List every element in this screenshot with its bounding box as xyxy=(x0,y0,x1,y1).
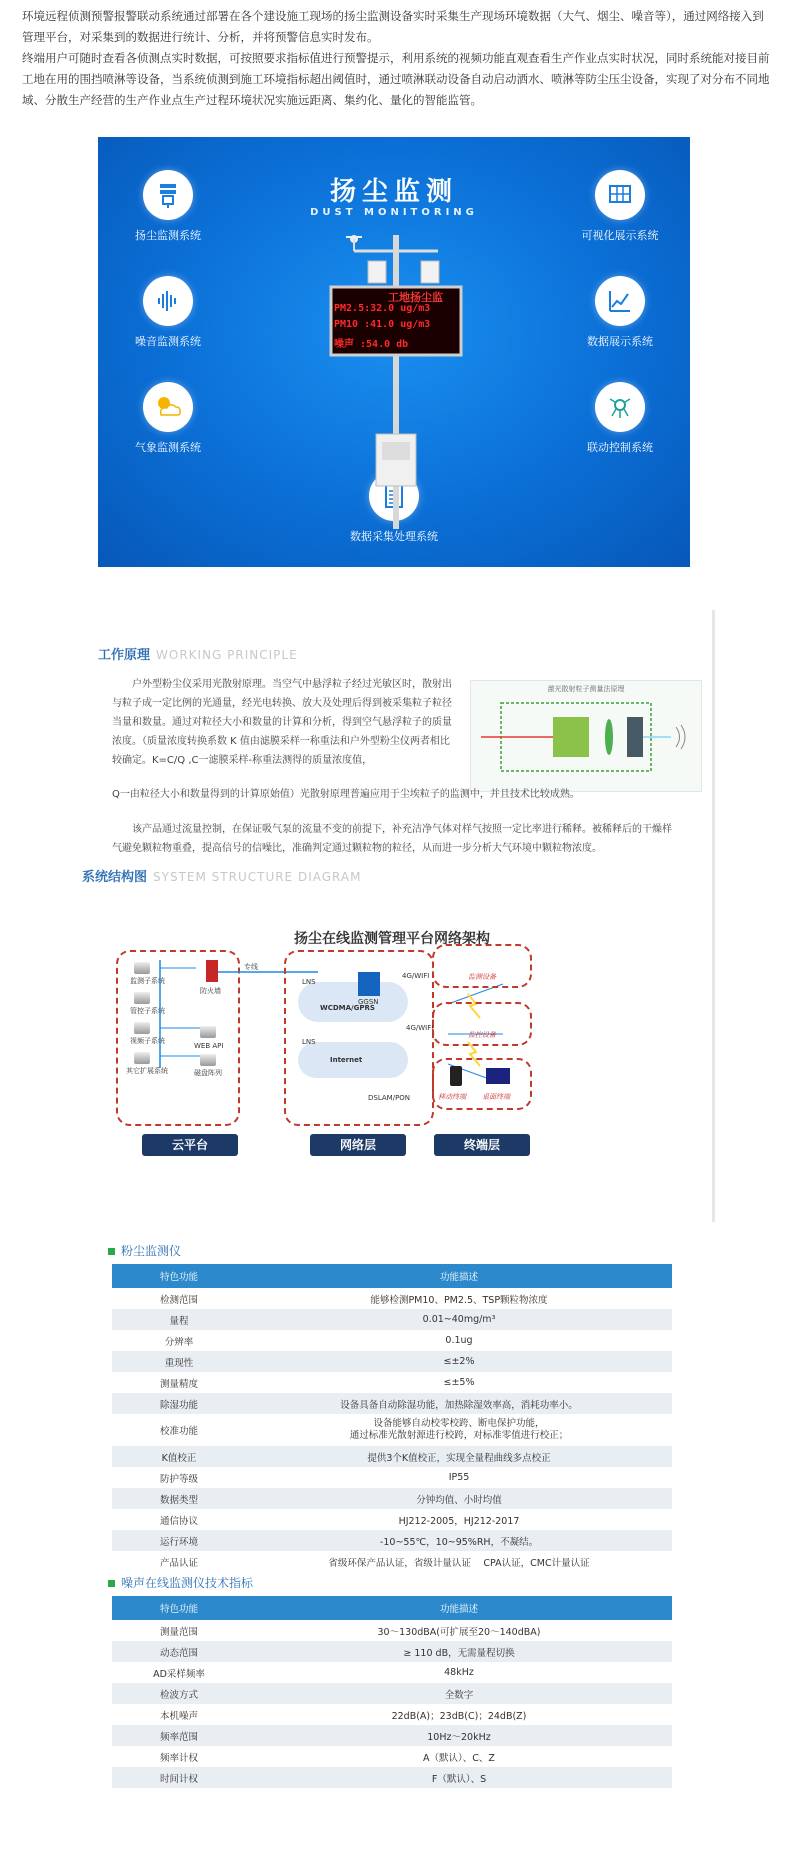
spec-value-cell: A（默认）、C、Z xyxy=(246,1746,672,1767)
spec-value-cell: 省级环保产品认证，省级计量认证 CPA认证，CMC计量认证 xyxy=(246,1551,672,1572)
spec-value-cell: 22dB(A)；23dB(C)；24dB(Z) xyxy=(246,1704,672,1725)
feature-data-display-label: 数据展示系统 xyxy=(587,335,653,348)
spec-value-cell: ≥ 110 dB，无需量程切换 xyxy=(246,1641,672,1662)
server-icon xyxy=(134,1022,150,1034)
spec-name-cell: AD采样频率 xyxy=(112,1662,246,1683)
net-item: Internet xyxy=(330,1056,363,1064)
working-principle-para-3: 该产品通过流量控制，在保证吸气泵的流量不变的前提下，补充洁净气体对样气按照一定比率进行稀释。被稀释后的干燥样气避免颗粒物重叠，提高信号的信噪比，准确判定通过颗粒物的粒径，从而进一步分析大气环境中颗粒物浓度。 xyxy=(112,824,672,854)
cloud-item: 监测子系统 xyxy=(130,977,165,985)
net-item: GGSN xyxy=(358,998,379,1006)
terminal-item: 移动终端 xyxy=(438,1093,466,1101)
network-hub-icon xyxy=(595,382,645,432)
spec-name-cell: 检测范围 xyxy=(112,1288,246,1309)
table-row xyxy=(112,1530,672,1551)
terminal-item: 监控设备 xyxy=(468,1031,496,1039)
table-row xyxy=(112,1662,672,1683)
spec-value-cell: 0.1ug xyxy=(246,1330,672,1351)
server-icon xyxy=(134,1052,150,1064)
cloud-item: 磁盘阵列 xyxy=(194,1069,222,1077)
system-structure-title-en: SYSTEM STRUCTURE DIAGRAM xyxy=(153,870,362,884)
table-row xyxy=(112,1351,672,1372)
spec-name-cell: 校准功能 xyxy=(112,1414,246,1446)
spec-name-cell: 本机噪声 xyxy=(112,1704,246,1725)
working-principle-para-1: 户外型粉尘仪采用光散射原理。当空气中悬浮粒子经过光敏区时，散射出与粒子成一定比例的光通量，经光电转换、放大及处理后得到被采集粒子粒径当量和数量。通过对粒径大小和数量的计算和分析，得到空气悬浮粒子的质量浓度。（质量浓度转换系数 K 值由滤膜采样一称重法和户外型粉尘仪两者相比较确定。K=C/Q ,C一滤膜采样-称重法测得的质量浓度值， xyxy=(112,679,452,766)
wcdma-cloud-icon xyxy=(298,982,408,1022)
section-bullet-icon xyxy=(108,1248,115,1255)
feature-processing-label: 数据采集处理系统 xyxy=(350,530,438,543)
dust-monitor-section-title xyxy=(108,1242,181,1259)
table-header-cell: 特色功能 xyxy=(112,1596,246,1620)
dust-monitor-spec-table xyxy=(112,1264,672,1572)
feature-data-display xyxy=(555,276,685,349)
table-row xyxy=(112,1551,672,1572)
table-header-row xyxy=(112,1264,672,1288)
table-row xyxy=(112,1393,672,1414)
terminal-item: 桌面终端 xyxy=(482,1093,510,1101)
spec-name-cell: 分辨率 xyxy=(112,1330,246,1351)
banner-subtitle: DUST MONITORING xyxy=(310,207,478,218)
section-bullet-icon xyxy=(108,1580,115,1587)
figure-caption: 激光散射粒子测量法原理 xyxy=(547,685,625,693)
intro-paragraph-1: 环境远程侦测预警报警联动系统通过部署在各个建设施工现场的扬尘监测设备实时采集生产现场环境数据（大气、烟尘、噪音等），通过网络接入到管理平台，对采集到的数据进行统计、分析，并将预警信息实时发布。 xyxy=(22,9,764,44)
feature-visual xyxy=(555,170,685,243)
spec-value-cell: 48kHz xyxy=(246,1662,672,1683)
brochure-panel xyxy=(72,610,712,1222)
table-row xyxy=(112,1509,672,1530)
cloud-item: 其它扩展系统 xyxy=(126,1067,168,1075)
table-row xyxy=(112,1704,672,1725)
banner-title: 扬尘监测 xyxy=(329,177,458,207)
noise-monitor-title-text: 噪声在线监测仪技术指标 xyxy=(121,1576,254,1590)
noise-monitor-spec-table xyxy=(112,1596,672,1788)
sensor-icon xyxy=(143,170,193,220)
line-chart-icon xyxy=(595,276,645,326)
working-principle-title: 工作原理 xyxy=(98,648,151,663)
spec-value-cell: ≤±2% xyxy=(246,1351,672,1372)
led-header: 工地扬尘监 xyxy=(388,291,443,304)
led-line-pm25: PM2.5:32.0 ug/m3 xyxy=(334,303,431,314)
feature-weather xyxy=(103,382,233,455)
spec-name-cell: 频率范围 xyxy=(112,1725,246,1746)
spec-name-cell: 数据类型 xyxy=(112,1488,246,1509)
spec-value-cell: 能够检测PM10、PM2.5、TSP颗粒物浓度 xyxy=(246,1288,672,1309)
spec-name-cell: 防护等级 xyxy=(112,1467,246,1488)
table-row xyxy=(112,1725,672,1746)
table-header-cell: 功能描述 xyxy=(246,1596,672,1620)
table-row xyxy=(112,1620,672,1641)
intro-text xyxy=(22,6,774,111)
table-row xyxy=(112,1288,672,1309)
spec-name-cell: 运行环境 xyxy=(112,1530,246,1551)
scattering-principle-figure xyxy=(470,680,702,792)
spec-name-cell: K值校正 xyxy=(112,1446,246,1467)
intro-paragraph-2: 终端用户可随时查看各侦测点实时数据，可按照要求指标值进行预警提示，利用系统的视频功能直观查看生产作业点实时状况，同时系统能对接目前工地在用的围挡喷淋等设备，当系统侦测到施工环境指标超出阈值时，通过喷淋联动设备自动启动洒水、喷淋等防尘压尘设备，实现了对分布不同地域、分散生产经营的生产作业点生产过程环境状况实施远距离、集约化、量化的智能监管。 xyxy=(22,51,770,107)
scattering-diagram xyxy=(471,681,701,791)
link-label: 4G/WIFI xyxy=(402,972,430,980)
table-row xyxy=(112,1372,672,1393)
weather-icon xyxy=(143,382,193,432)
spec-value-cell: 0.01~40mg/m³ xyxy=(246,1309,672,1330)
spec-name-cell: 重现性 xyxy=(112,1351,246,1372)
cloud-item: 视频子系统 xyxy=(130,1037,165,1045)
spec-name-cell: 产品认证 xyxy=(112,1551,246,1572)
spec-name-cell: 量程 xyxy=(112,1309,246,1330)
spec-value-cell: 10Hz～20kHz xyxy=(246,1725,672,1746)
table-row xyxy=(112,1488,672,1509)
net-item: LNS xyxy=(302,1038,316,1046)
spec-name-cell: 通信协议 xyxy=(112,1509,246,1530)
led-line-pm10: PM10 :41.0 ug/m3 xyxy=(334,319,431,330)
server-icon xyxy=(134,992,150,1004)
table-row xyxy=(112,1330,672,1351)
spec-value-cell: F（默认）、S xyxy=(246,1767,672,1788)
feature-dust xyxy=(103,170,233,243)
feature-noise-label: 噪音监测系统 xyxy=(135,335,201,348)
terminal-item: 监测设备 xyxy=(468,973,496,981)
spec-value-cell: 30～130dBA(可扩展至20～140dBA) xyxy=(246,1620,672,1641)
table-row xyxy=(112,1746,672,1767)
spec-value-cell: 设备具备自动除湿功能，加热除湿效率高，消耗功率小。 xyxy=(246,1393,672,1414)
feature-linkage-label: 联动控制系统 xyxy=(587,441,653,454)
system-structure-title: 系统结构图 xyxy=(82,870,148,885)
spec-name-cell: 检波方式 xyxy=(112,1683,246,1704)
table-header-cell: 特色功能 xyxy=(112,1264,246,1288)
table-row xyxy=(112,1309,672,1330)
noise-monitor-section-title xyxy=(108,1574,253,1591)
table-row xyxy=(112,1767,672,1788)
spec-name-cell: 测量精度 xyxy=(112,1372,246,1393)
ggsn-device-icon xyxy=(358,972,380,996)
cloud-item: 管控子系统 xyxy=(130,1007,165,1015)
spec-value-cell: 全数字 xyxy=(246,1683,672,1704)
feature-linkage xyxy=(555,382,685,455)
working-principle-para-2: Q一由粒径大小和数量得到的计算原始值）光散射原理普遍应用于尘埃粒子的监测中，并且技术比较成熟。 xyxy=(112,789,580,800)
firewall-icon xyxy=(206,960,218,982)
feature-weather-label: 气象监测系统 xyxy=(135,441,201,454)
working-principle-heading xyxy=(98,644,298,663)
spec-value-cell: 提供3个K值校正，实现全量程曲线多点校正 xyxy=(246,1446,672,1467)
dedicated-line-label: 专线 xyxy=(244,963,258,971)
spec-value-cell: 设备能够自动校零校跨、断电保护功能， 通过标准光散射源进行校跨，对标准零值进行校正； xyxy=(246,1414,672,1446)
firewall-label: 防火墙 xyxy=(200,987,221,995)
table-row xyxy=(112,1414,672,1446)
spec-name-cell: 动态范围 xyxy=(112,1641,246,1662)
table-header-cell: 功能描述 xyxy=(246,1264,672,1288)
table-row xyxy=(112,1641,672,1662)
network-layer-label: 网络层 xyxy=(310,1134,406,1156)
desktop-monitor-icon xyxy=(486,1068,510,1084)
net-item: LNS xyxy=(302,978,316,986)
net-item: WCDMA/GPRS xyxy=(320,1004,375,1012)
cloud-layer-label: 云平台 xyxy=(142,1134,238,1156)
server-icon xyxy=(134,962,150,974)
terminal-layer-label: 终端层 xyxy=(434,1134,530,1156)
feature-visual-label: 可视化展示系统 xyxy=(581,229,659,242)
station-pole-graphic xyxy=(326,229,466,539)
table-row xyxy=(112,1467,672,1488)
dust-monitoring-banner xyxy=(98,137,690,567)
brochure-edge xyxy=(712,610,715,1222)
spec-name-cell: 时间计权 xyxy=(112,1767,246,1788)
grid-display-icon xyxy=(595,170,645,220)
sound-wave-icon xyxy=(143,276,193,326)
feature-dust-label: 扬尘监测系统 xyxy=(135,229,201,242)
table-row xyxy=(112,1446,672,1467)
spec-name-cell: 频率计权 xyxy=(112,1746,246,1767)
spec-value-cell: HJ212-2005，HJ212-2017 xyxy=(246,1509,672,1530)
spec-value-cell: -10~55℃，10~95%RH，不凝结。 xyxy=(246,1530,672,1551)
working-principle-title-en: WORKING PRINCIPLE xyxy=(156,648,298,662)
spec-name-cell: 除湿功能 xyxy=(112,1393,246,1414)
mobile-phone-icon xyxy=(450,1066,462,1086)
network-architecture-title: 扬尘在线监测管理平台网络架构 xyxy=(294,931,490,947)
dust-monitor-title-text: 粉尘监测仪 xyxy=(121,1244,182,1258)
spec-value-cell: ≤±5% xyxy=(246,1372,672,1393)
user-terminal-box xyxy=(432,1058,532,1110)
system-structure-heading xyxy=(82,866,361,885)
spec-value-cell: 分钟均值、小时均值 xyxy=(246,1488,672,1509)
table-row xyxy=(112,1683,672,1704)
monitoring-station-illustration xyxy=(326,229,466,539)
feature-noise xyxy=(103,276,233,349)
net-item: DSLAM/PON xyxy=(368,1094,411,1102)
spec-name-cell: 测量范围 xyxy=(112,1620,246,1641)
table-header-row xyxy=(112,1596,672,1620)
cloud-item: WEB API xyxy=(194,1042,224,1050)
spec-value-cell: IP55 xyxy=(246,1467,672,1488)
led-line-noise: 噪声 :54.0 db xyxy=(334,339,409,350)
link-label: 4G/WIFI xyxy=(406,1024,434,1032)
